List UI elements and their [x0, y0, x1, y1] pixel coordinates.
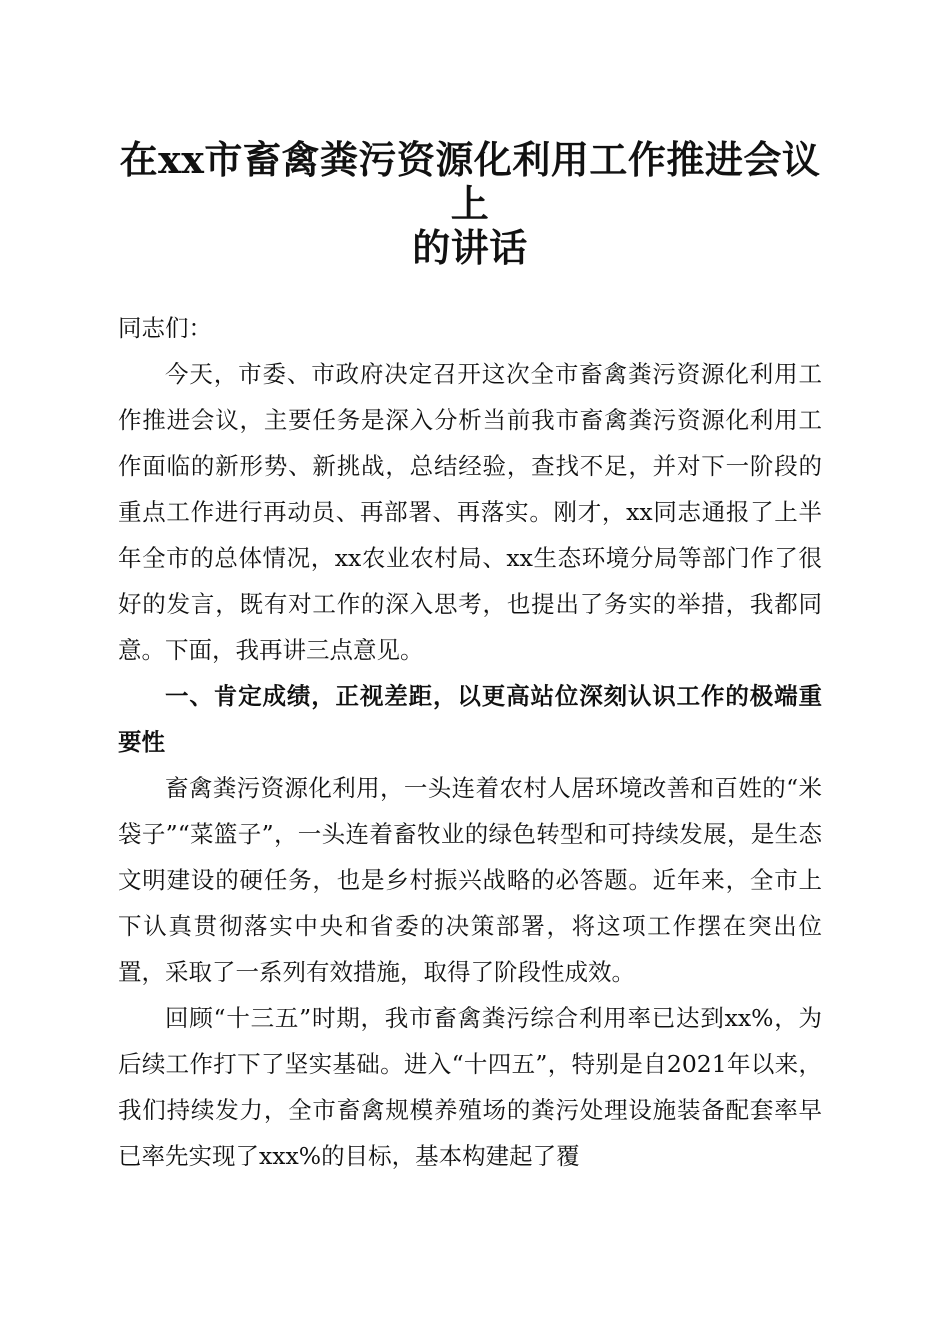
salutation: 同志们： — [118, 314, 212, 342]
document-page — [118, 0, 822, 1179]
document-title — [118, 138, 822, 270]
section-paragraph-1: 畜禽粪污资源化利用，一头连着农村人居环境改善和百姓的“米袋子”“菜篮子”，一头连着畜牧业的绿色转型和可持续发展，是生态文明建设的硬任务，也是乡村振兴战略的必答题。近年来，全市上下认真贯彻落实中央和省委的决策部署，将这项工作摆在突出位置，采取了一系列有效措施，取得了阶段性成效。 — [118, 774, 822, 986]
section-heading: 一、肯定成绩，正视差距，以更高站位深刻认识工作的极端重要性 — [118, 682, 822, 756]
section-paragraph-2: 回顾“十三五”时期，我市畜禽粪污综合利用率已达到xx%，为后续工作打下了坚实基础。进入“十四五”，特别是自2021年以来，我们持续发力，全市畜禽规模养殖场的粪污处理设施装备配套率早已率先实现了xxx%的目标，基本构建起了覆 — [118, 1004, 822, 1170]
title-line-2: 的讲话 — [412, 225, 528, 270]
document-body — [118, 305, 822, 1179]
title-line-1: 在xx市畜禽粪污资源化利用工作推进会议上 — [119, 137, 821, 226]
intro-paragraph: 今天，市委、市政府决定召开这次全市畜禽粪污资源化利用工作推进会议，主要任务是深入分析当前我市畜禽粪污资源化利用工作面临的新形势、新挑战，总结经验，查找不足，并对下一阶段的重点工作进行再动员、再部署、再落实。刚才，xx同志通报了上半年全市的总体情况，xx农业农村局、xx生态环境分局等部门作了很好的发言，既有对工作的深入思考，也提出了务实的举措，我都同意。下面，我再讲三点意见。 — [118, 360, 822, 664]
